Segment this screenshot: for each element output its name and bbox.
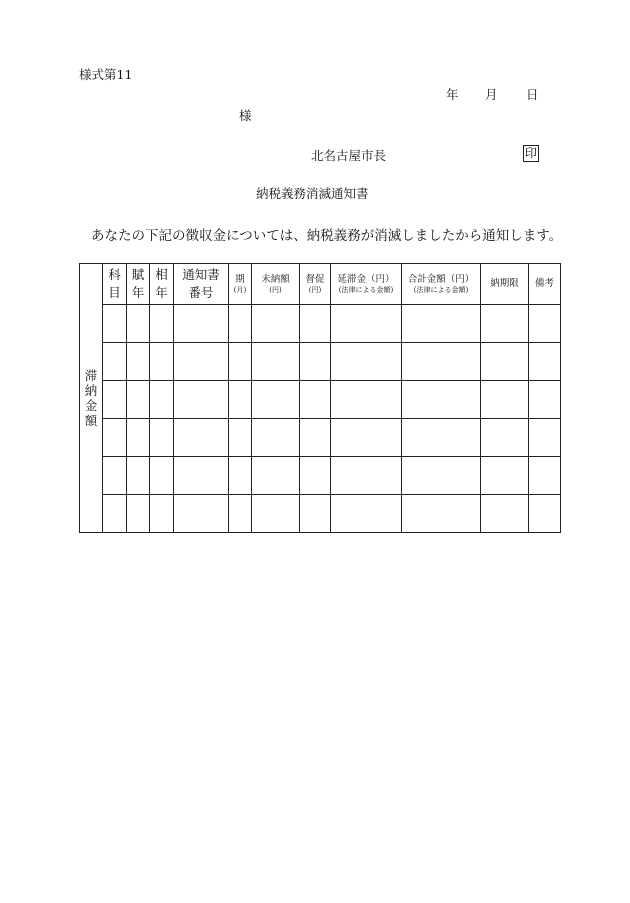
table-cell[interactable] bbox=[150, 381, 174, 419]
table-cell[interactable] bbox=[402, 381, 481, 419]
table-cell[interactable] bbox=[331, 419, 402, 457]
table-cell[interactable] bbox=[103, 381, 127, 419]
table-cell[interactable] bbox=[127, 343, 150, 381]
table-cell[interactable] bbox=[150, 419, 174, 457]
table-cell[interactable] bbox=[300, 457, 331, 495]
table-cell[interactable] bbox=[331, 381, 402, 419]
table-cell[interactable] bbox=[529, 495, 561, 533]
table-cell[interactable] bbox=[127, 305, 150, 343]
table-cell[interactable] bbox=[229, 419, 252, 457]
table-cell[interactable] bbox=[402, 419, 481, 457]
header-delinquency-main: 延滞金（円） bbox=[337, 273, 395, 285]
table-cell[interactable] bbox=[402, 305, 481, 343]
table-cell[interactable] bbox=[103, 495, 127, 533]
table-cell[interactable] bbox=[529, 381, 561, 419]
header-period-unit: (月) bbox=[233, 285, 247, 294]
table-cell[interactable] bbox=[150, 495, 174, 533]
table-cell[interactable] bbox=[300, 381, 331, 419]
table-cell[interactable] bbox=[150, 457, 174, 495]
table-cell[interactable] bbox=[127, 381, 150, 419]
row-label-cell bbox=[80, 264, 103, 533]
row-label-char: 金 bbox=[84, 398, 98, 413]
table-cell[interactable] bbox=[331, 305, 402, 343]
table-cell[interactable] bbox=[252, 457, 300, 495]
header-delinquency-unit: (法律による金額) bbox=[338, 285, 394, 294]
table-cell[interactable] bbox=[229, 495, 252, 533]
table-row bbox=[80, 343, 561, 381]
header-unpaid bbox=[252, 264, 300, 305]
date-month-label: 月 bbox=[485, 87, 498, 102]
table-row bbox=[80, 419, 561, 457]
row-label-char: 滞 bbox=[84, 368, 98, 383]
table-cell[interactable] bbox=[481, 495, 529, 533]
header-delinquency-charge bbox=[331, 264, 402, 305]
table-cell[interactable] bbox=[127, 419, 150, 457]
table-cell[interactable] bbox=[300, 495, 331, 533]
header-unpaid-unit: (円) bbox=[269, 285, 282, 294]
header-total-amount bbox=[402, 264, 481, 305]
table-cell[interactable] bbox=[229, 305, 252, 343]
table-cell[interactable] bbox=[150, 305, 174, 343]
table-cell[interactable] bbox=[252, 495, 300, 533]
table-cell[interactable] bbox=[402, 495, 481, 533]
table-cell[interactable] bbox=[300, 305, 331, 343]
table-cell[interactable] bbox=[481, 305, 529, 343]
date-year-label: 年 bbox=[446, 87, 459, 102]
row-label-vertical bbox=[80, 368, 102, 428]
header-tokusoku bbox=[300, 264, 331, 305]
table-cell[interactable] bbox=[402, 343, 481, 381]
table-cell[interactable] bbox=[229, 381, 252, 419]
table-cell[interactable] bbox=[481, 419, 529, 457]
header-tokusoku-unit: (円) bbox=[308, 285, 322, 294]
table-cell[interactable] bbox=[481, 343, 529, 381]
table-cell[interactable] bbox=[300, 343, 331, 381]
document-title: 納税義務消滅通知書 bbox=[256, 186, 369, 201]
header-unpaid-main: 未納額 bbox=[261, 273, 290, 285]
table-row bbox=[80, 381, 561, 419]
table-cell[interactable] bbox=[174, 305, 229, 343]
header-remarks: 備考 bbox=[529, 264, 561, 305]
header-notice-number-line2: 番号 bbox=[188, 285, 214, 300]
header-period-main: 期 bbox=[235, 273, 245, 285]
table-cell[interactable] bbox=[174, 381, 229, 419]
table-cell[interactable] bbox=[229, 457, 252, 495]
header-kamoku bbox=[103, 264, 127, 305]
table-cell[interactable] bbox=[481, 381, 529, 419]
table-cell[interactable] bbox=[529, 419, 561, 457]
header-fuka-nen-line1: 賦 bbox=[131, 267, 145, 282]
table-cell[interactable] bbox=[529, 457, 561, 495]
table-header-row bbox=[80, 264, 561, 305]
row-label-char: 納 bbox=[84, 383, 98, 398]
header-kamoku-line1: 科 bbox=[108, 267, 121, 282]
header-total-unit: (法律による金額) bbox=[413, 285, 469, 294]
header-tokusoku-main: 督促 bbox=[305, 273, 325, 285]
table-cell[interactable] bbox=[481, 457, 529, 495]
row-label-char: 額 bbox=[84, 413, 98, 428]
table-cell[interactable] bbox=[103, 419, 127, 457]
header-fuka-nen bbox=[127, 264, 150, 305]
body-text: あなたの下記の徴収金については、納税義務が消滅しましたから通知します。 bbox=[91, 228, 563, 244]
table-row bbox=[80, 305, 561, 343]
header-fuka-nen-line2: 年 bbox=[131, 285, 145, 300]
table-cell[interactable] bbox=[150, 343, 174, 381]
form-number: 様式第11 bbox=[79, 67, 133, 82]
header-total-main: 合計金額（円） bbox=[407, 273, 475, 285]
delinquency-table bbox=[79, 263, 561, 533]
table-cell[interactable] bbox=[402, 457, 481, 495]
header-period bbox=[229, 264, 252, 305]
table-cell[interactable] bbox=[252, 381, 300, 419]
table-cell[interactable] bbox=[300, 419, 331, 457]
table-cell[interactable] bbox=[331, 343, 402, 381]
table-cell[interactable] bbox=[174, 343, 229, 381]
table-cell[interactable] bbox=[174, 419, 229, 457]
seal-mark: 印 bbox=[525, 146, 538, 160]
table-cell[interactable] bbox=[331, 457, 402, 495]
table-cell[interactable] bbox=[252, 343, 300, 381]
table-cell[interactable] bbox=[103, 305, 127, 343]
header-deadline: 納期限 bbox=[481, 264, 529, 305]
table-cell[interactable] bbox=[529, 305, 561, 343]
issuer-name: 北名古屋市長 bbox=[311, 148, 387, 163]
table-cell[interactable] bbox=[103, 343, 127, 381]
table-cell[interactable] bbox=[174, 495, 229, 533]
table-cell[interactable] bbox=[127, 457, 150, 495]
table-cell[interactable] bbox=[174, 457, 229, 495]
table-row bbox=[80, 495, 561, 533]
date-day-label: 日 bbox=[526, 87, 539, 102]
header-so-nen-line1: 相 bbox=[155, 267, 168, 282]
table-cell[interactable] bbox=[229, 343, 252, 381]
header-notice-number-line1: 通知書 bbox=[182, 267, 220, 282]
header-so-nen-line2: 年 bbox=[155, 285, 168, 300]
table-cell[interactable] bbox=[529, 343, 561, 381]
table-cell[interactable] bbox=[127, 495, 150, 533]
table-cell[interactable] bbox=[252, 419, 300, 457]
header-notice-number bbox=[174, 264, 229, 305]
addressee-suffix: 様 bbox=[239, 108, 252, 123]
header-so-nen bbox=[150, 264, 174, 305]
table-cell[interactable] bbox=[331, 495, 402, 533]
table-cell[interactable] bbox=[252, 305, 300, 343]
header-kamoku-line2: 目 bbox=[108, 285, 121, 300]
table-cell[interactable] bbox=[103, 457, 127, 495]
table-row bbox=[80, 457, 561, 495]
